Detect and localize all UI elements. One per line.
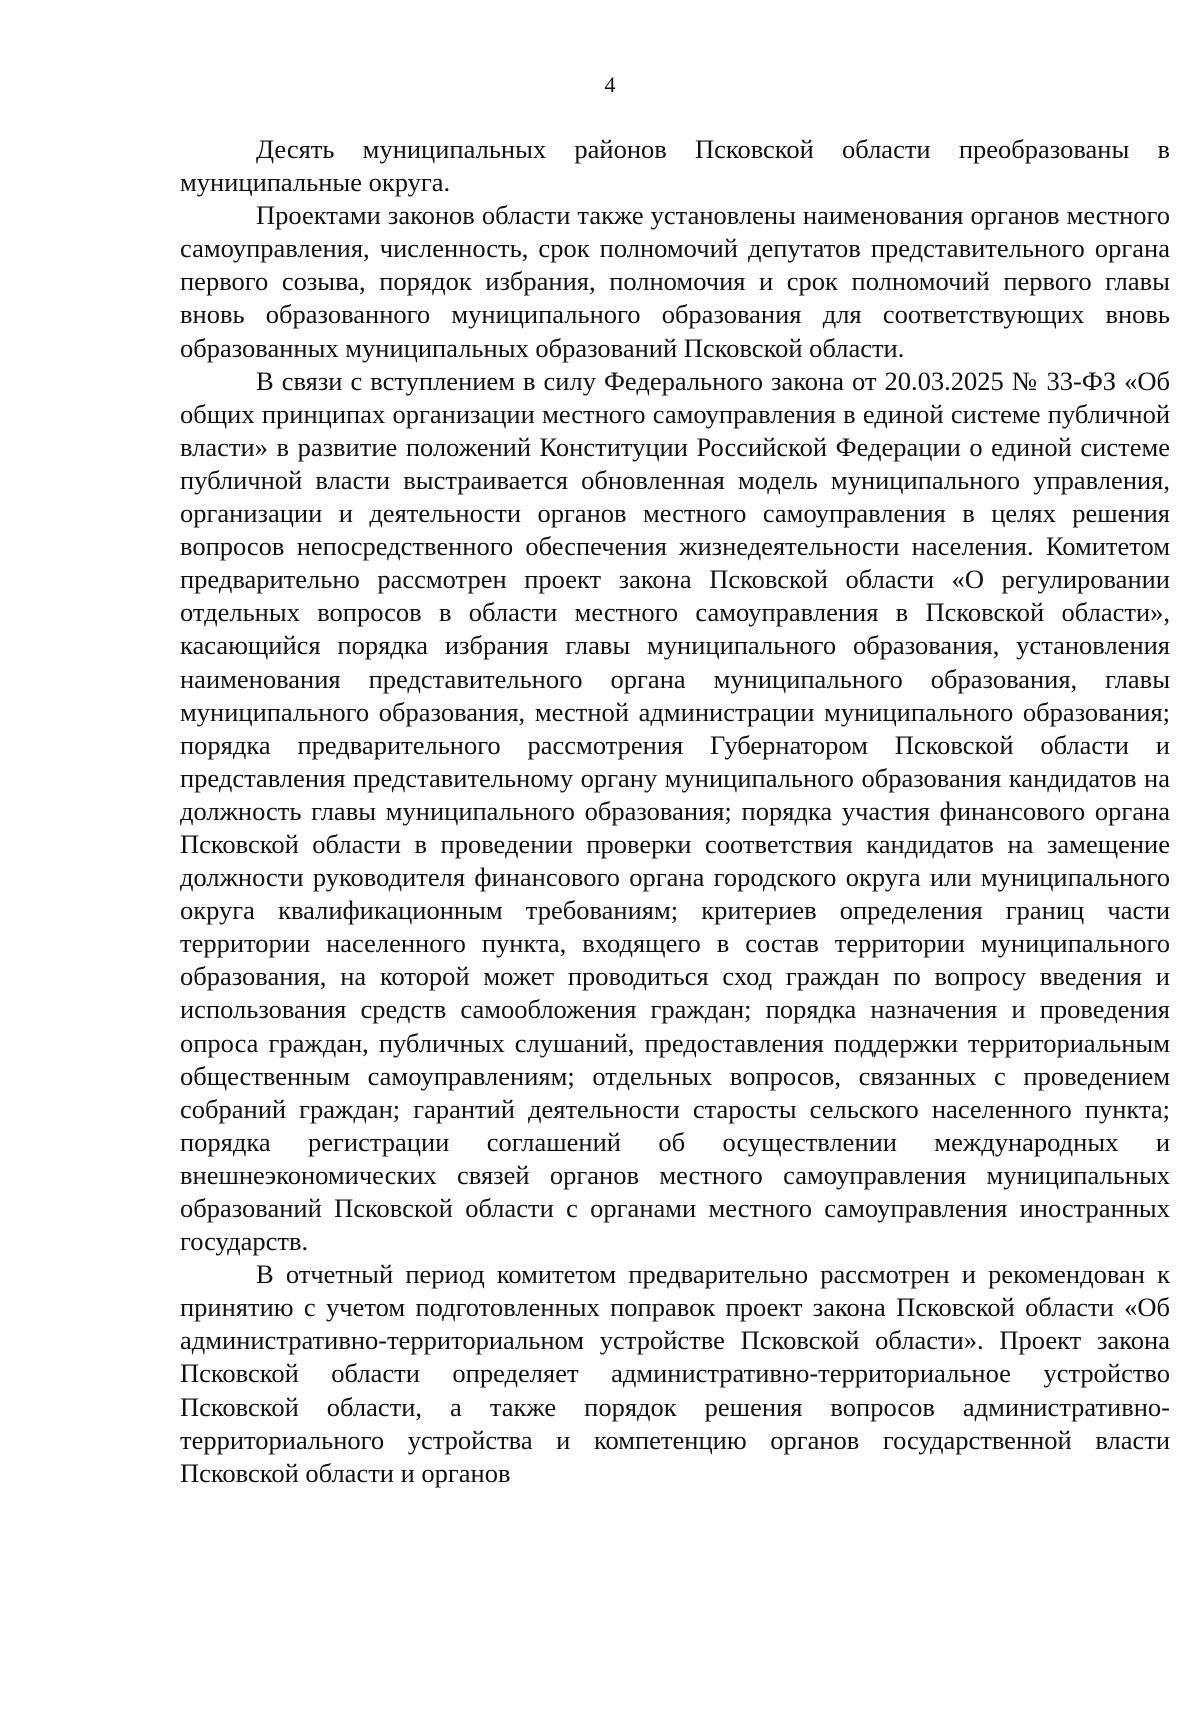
paragraph-federal-law: В связи с вступлением в силу Федерального закона от 20.03.2025 № 33-ФЗ «Об общих принципах организации местного самоуправления в единой системе публичной власти» в развитие положений Конституции Российской Федерации о единой системе публичной власти выстраивается обновленная модель муниципального управления, организации и деятельности органов местного самоуправления в целях решения вопросов непосредственного обеспечения жизнедеятельности населения. Комитетом предварительно рассмотрен проект закона Псковской области «О регулировании отдельных вопросов в области местного самоуправления в Псковской области», касающийся порядка избрания главы муниципального образования, установления наименования представительного органа муниципального образования, главы муниципального образования, местной администрации муниципального образования; порядка предварительного рассмотрения Губернатором Псковской области и представления представительному органу муниципального образования кандидатов на должность главы муниципального образования; порядка участия финансового органа Псковской области в проведении проверки соответствия кандидатов на замещение должности руководителя финансового органа городского округа или муниципального округа квалификационным требованиям; критериев определения границ части территории населенного пункта, входящего в состав территории муниципального образования, на которой может проводиться сход граждан по вопросу введения и использования средств самообложения граждан; порядка назначения и проведения опроса граждан, публичных слушаний, предоставления поддержки территориальным общественным самоуправлениям; отдельных вопросов, связанных с проведением собраний граждан; гарантий деятельности старосты сельского населенного пункта; порядка регистрации соглашений об осуществлении международных и внешнеэкономических связей органов местного самоуправления муниципальных образований Псковской области с органами местного самоуправления иностранных государств.	[180, 365, 1170, 1257]
paragraph-reporting-period: В отчетный период комитетом предварительно рассмотрен и рекомендован к принятию с учетом подготовленных поправок проект закона Псковской области «Об административно-территориальном устройстве Псковской области». Проект закона Псковской области определяет административно-территориальное устройство Псковской области, а также порядок решения вопросов административно-территориального устройства и компетенцию органов государственной власти Псковской области и органов	[180, 1259, 1170, 1488]
page-number: 4	[604, 72, 616, 97]
document-body	[180, 133, 1170, 1490]
paragraph-law-projects: Проектами законов области также установлены наименования органов местного самоуправления, численность, срок полномочий депутатов представительного органа первого созыва, порядок избрания, полномочия и срок полномочий первого главы вновь образованного муниципального образования для соответствующих вновь образованных муниципальных образований Псковской области.	[180, 200, 1170, 363]
paragraph-municipal-districts: Десять муниципальных районов Псковской области преобразованы в муниципальные округа.	[180, 134, 1170, 198]
